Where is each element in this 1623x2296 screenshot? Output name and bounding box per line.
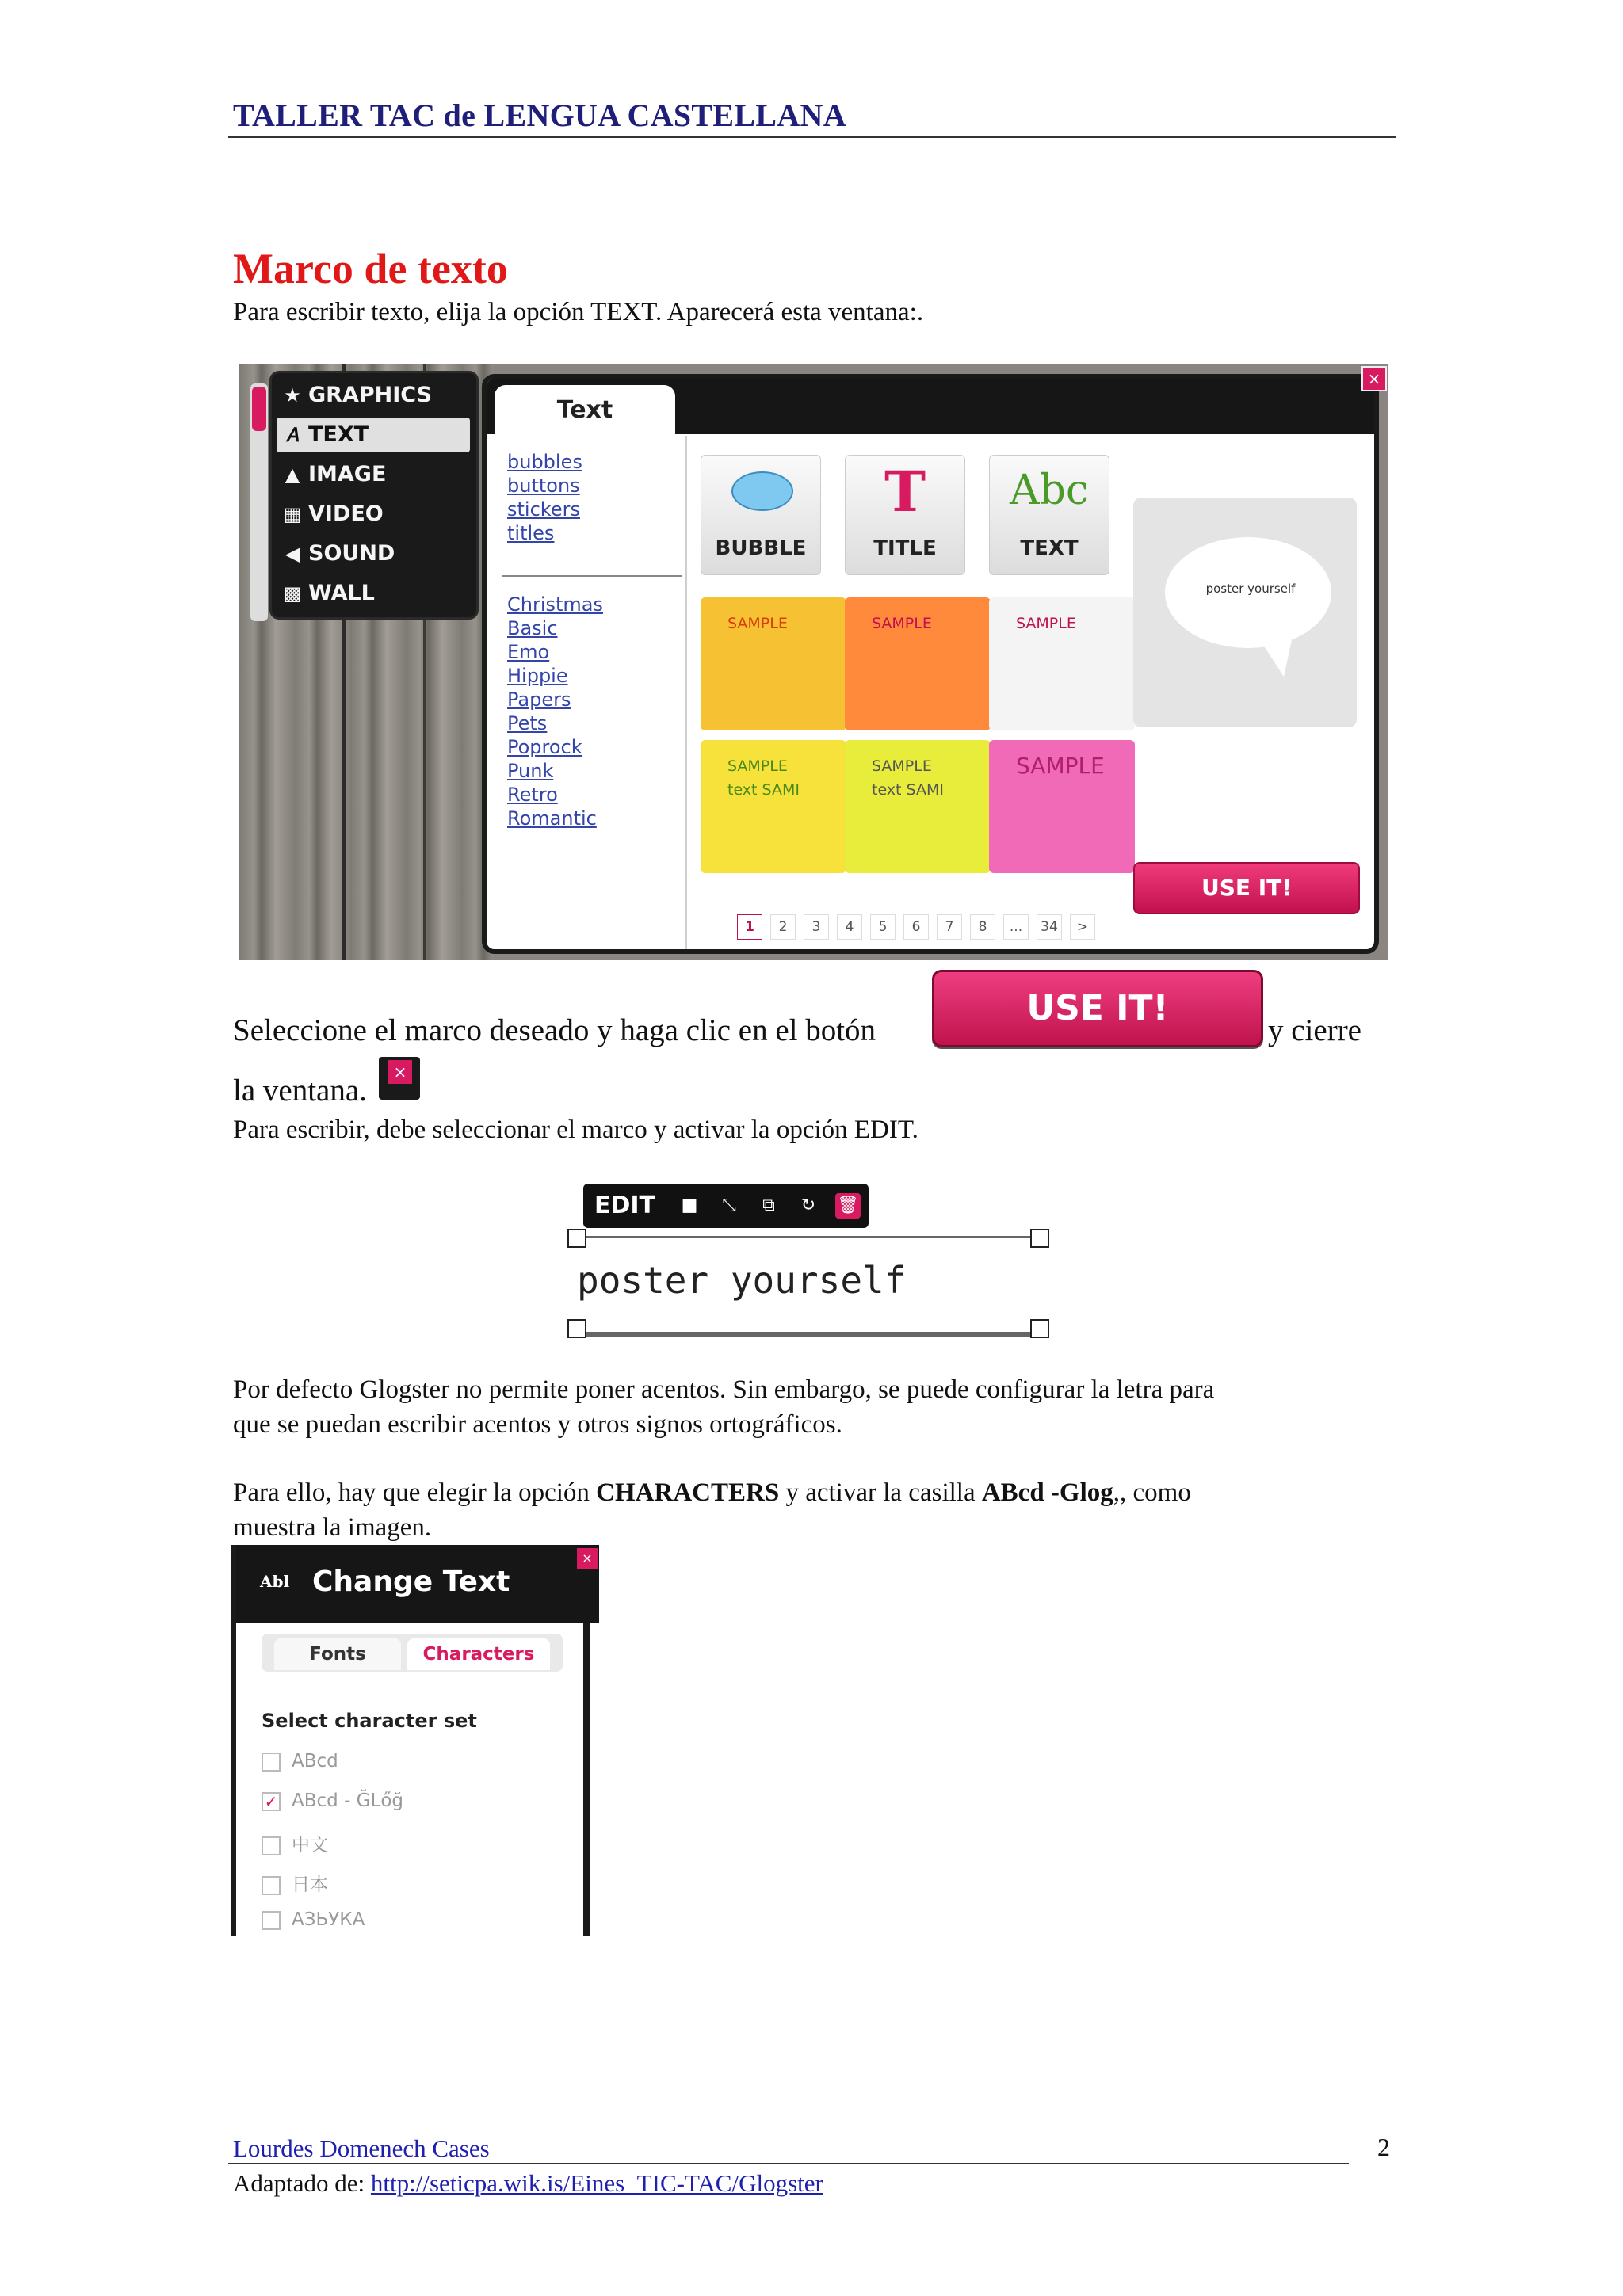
preview-area [1133,498,1357,727]
text-frame[interactable] [577,1236,1040,1337]
page-button[interactable]: 4 [837,914,862,940]
category-link[interactable]: stickers [507,498,580,521]
paragraph-line: muestra la imagen. [233,1513,432,1542]
frame-text: poster yourself [577,1259,907,1302]
window-instruction: la ventana. [233,1074,367,1108]
sample-tile[interactable] [701,740,846,873]
category-divider [502,575,682,577]
rotate-icon[interactable]: ↻ [800,1196,816,1215]
text-tile[interactable] [989,455,1109,575]
menu-item-text[interactable] [277,418,470,452]
style-link[interactable]: Papers [507,688,571,711]
style-link[interactable]: Poprock [507,736,582,758]
style-link[interactable]: Hippie [507,665,568,687]
image-icon: ▲ [285,463,300,486]
tile-label: TEXT [1020,536,1079,560]
sample-text: SAMPLE [872,757,932,775]
use-it-button[interactable]: USE IT! [1133,862,1360,914]
menu-item-label: WALL [308,581,375,605]
abc-glyph-icon: Abc [1010,467,1089,514]
style-link[interactable]: Emo [507,641,550,663]
film-icon: ▦ [283,503,302,525]
tile-label: TITLE [873,536,937,560]
charset-option[interactable] [262,1791,403,1811]
edit-toolbar [583,1184,869,1228]
tab-strip [262,1634,563,1672]
tile-label: BUBBLE [715,536,807,560]
footer-source [233,2169,823,2198]
style-link[interactable]: Romantic [507,807,597,830]
bubble-icon [731,471,793,511]
style-link[interactable]: Pets [507,712,548,734]
checkbox-checked[interactable]: ✓ [262,1792,281,1811]
section-title: Marco de texto [233,245,508,292]
menu-item-label: IMAGE [308,462,387,486]
text-run: ,, como [1113,1478,1191,1507]
style-link[interactable]: Christmas [507,593,604,616]
option-label: ABcd - ĞLőğ [292,1791,403,1811]
change-text-header [236,1545,599,1623]
color-icon[interactable]: ■ [681,1196,698,1215]
bubble-tile[interactable] [701,455,821,575]
resize-icon[interactable]: ⤡ [722,1196,736,1215]
category-link[interactable]: bubbles [507,451,582,473]
close-icon[interactable]: × [1361,366,1387,391]
footer-author: Lourdes Domenech Cases [233,2134,490,2162]
checkbox[interactable] [262,1876,281,1895]
footer-rule [228,2163,1349,2164]
page-button[interactable]: 1 [737,914,762,940]
glogster-text-window-screenshot [239,364,1388,960]
style-link[interactable]: Punk [507,760,554,782]
header-rule [228,136,1396,138]
menu-item-label: VIDEO [308,502,384,526]
close-instruction: y cierre [1268,1013,1361,1047]
sample-tile[interactable] [989,740,1135,873]
resize-handle-icon[interactable] [1030,1319,1049,1338]
title-glyph-icon: T [884,459,926,524]
option-label: ABcd [292,1751,338,1772]
page-button[interactable]: 7 [937,914,962,940]
resize-handle-icon[interactable] [567,1319,586,1338]
checkbox[interactable] [262,1753,281,1772]
duplicate-icon[interactable]: ⧉ [762,1196,775,1215]
option-label: 日本 [292,1875,328,1895]
menu-item-wall[interactable] [277,576,470,611]
page-number: 2 [1377,2133,1390,2161]
charset-option[interactable] [262,1830,328,1856]
resize-handle-icon[interactable] [1030,1229,1049,1248]
page-button[interactable]: 3 [804,914,829,940]
text-dialog [482,374,1379,954]
characters-paragraph [233,1475,1191,1545]
pagination [737,914,1103,941]
page-button[interactable]: 2 [770,914,796,940]
page-button[interactable]: 34 [1037,914,1062,940]
page-button[interactable]: 6 [903,914,929,940]
change-text-title: Change Text [312,1566,510,1598]
change-text-body [250,1623,590,1936]
charset-option[interactable] [262,1909,365,1930]
tab-text[interactable]: Text [495,385,675,436]
column-divider [685,436,687,952]
toolbox-side-tab-handle[interactable] [252,387,266,431]
menu-item-label: SOUND [308,541,395,566]
style-link[interactable]: Retro [507,784,558,806]
select-instruction: Seleccione el marco deseado y haga clic en el botón [233,1013,876,1047]
sample-tile[interactable] [845,597,991,730]
paragraph-line: Por defecto Glogster no permite poner acentos. Sin embargo, se puede configurar la letra para [233,1375,1215,1404]
accents-paragraph [233,1372,1214,1442]
paragraph-line [233,1475,1191,1510]
text-run: y activar la casilla [779,1478,982,1507]
menu-item-sound[interactable] [277,536,470,571]
close-icon[interactable]: × [577,1548,598,1569]
page-button[interactable]: 5 [870,914,896,940]
paragraph-line: que se puedan escribir acentos y otros signos ortográficos. [233,1410,842,1439]
menu-item-label: TEXT [308,422,369,447]
sample-text: SAMPLE [872,615,932,632]
window-close-icon-image [379,1057,420,1100]
checkbox[interactable] [262,1836,281,1855]
use-it-button-image: USE IT! [932,970,1263,1047]
abc-icon: Abl [260,1572,290,1591]
option-label: 中文 [292,1835,328,1855]
side-menu [269,371,479,620]
sample-text: SAMPLE [727,615,788,632]
edit-instruction: Para escribir, debe seleccionar el marco y activar la opción EDIT. [233,1116,918,1144]
charset-option[interactable] [262,1751,338,1772]
bold-term: ABcd -Glog [981,1478,1113,1507]
menu-item-image[interactable] [277,457,470,492]
sample-tile[interactable] [989,597,1135,730]
menu-item-label: GRAPHICS [308,383,433,407]
letter-a-icon: 𝐴 [286,424,299,446]
page-ellipsis: ... [1003,914,1029,940]
sample-tile[interactable] [701,597,846,730]
tab-fonts[interactable]: Fonts [274,1638,401,1670]
title-tile[interactable] [845,455,965,575]
select-charset-label: Select character set [262,1710,477,1732]
next-page-icon[interactable]: > [1070,914,1095,940]
checkbox[interactable] [262,1911,281,1930]
category-list-primary [507,450,582,545]
source-link[interactable]: http://seticpa.wik.is/Eines_TIC-TAC/Glogster [370,2169,823,2197]
speech-bubble-tail [1260,640,1292,677]
category-link[interactable]: buttons [507,475,580,497]
category-link[interactable]: titles [507,522,555,544]
text-run: Para ello, hay que elegir la opción [233,1478,597,1507]
charset-option[interactable] [262,1870,328,1896]
change-text-panel-screenshot [231,1545,604,1936]
menu-item-graphics[interactable] [277,378,470,413]
edit-button[interactable]: EDIT [594,1192,656,1219]
source-label: Adaptado de: [233,2169,371,2197]
option-label: АЗЬУКА [292,1909,365,1930]
tab-characters[interactable]: Characters [407,1638,550,1670]
category-list-styles [507,593,603,830]
close-icon: × [388,1060,412,1084]
sample-text: text SAMI [872,781,944,799]
menu-item-video[interactable] [277,497,470,532]
speaker-icon: ◀ [285,543,300,565]
preview-text: poster yourself [1205,582,1296,596]
intro-paragraph: Para escribir texto, elija la opción TEXT. Aparecerá esta ventana:. [233,298,924,326]
wall-icon: ▩ [283,582,302,605]
sample-text: SAMPLE [1016,615,1076,632]
sample-text: SAMPLE [1016,753,1105,779]
sample-text: text SAMI [727,781,800,799]
star-icon: ★ [284,384,301,406]
bold-term: CHARACTERS [596,1478,780,1507]
style-link[interactable]: Basic [507,617,558,639]
trash-icon[interactable]: 🗑 [835,1193,861,1219]
sample-text: SAMPLE [727,757,788,775]
page-button[interactable]: 8 [970,914,995,940]
resize-handle-icon[interactable] [567,1229,586,1248]
sample-tile[interactable] [845,740,991,873]
document-header-title: TALLER TAC de LENGUA CASTELLANA [233,97,846,133]
